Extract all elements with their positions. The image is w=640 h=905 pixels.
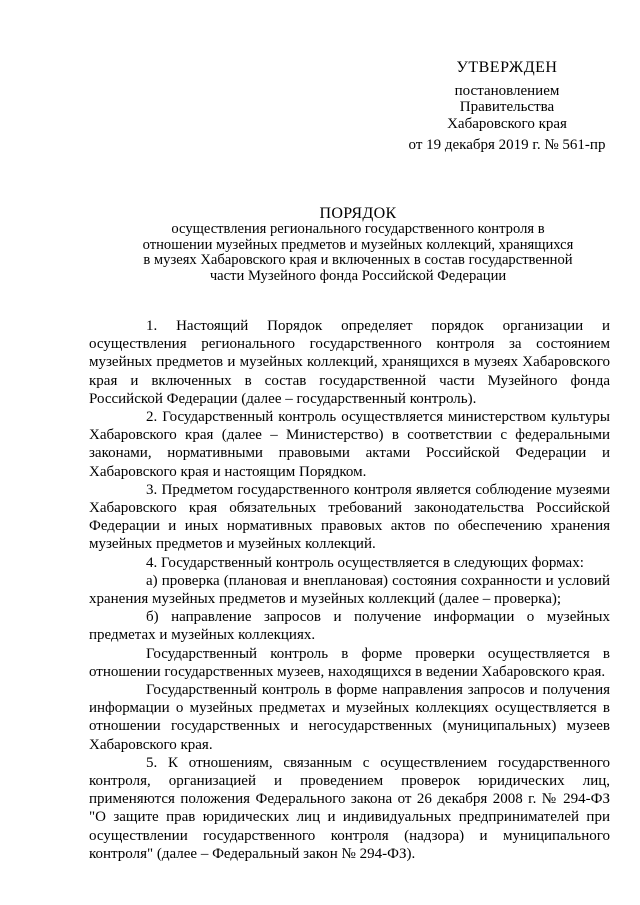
approval-line-1: постановлением xyxy=(454,82,560,99)
paragraph-4b: б) направление запросов и получение информации о музейных предметах и музейных коллекциях. xyxy=(89,609,610,644)
paragraph-4c: Государственный контроль в форме проверки осуществляется в отношении государственных музеев, находящихся в ведении Хабаровского края. xyxy=(89,645,610,680)
approval-stamp xyxy=(392,60,622,154)
paragraph-4: 4. Государственный контроль осуществляется в следующих формах: xyxy=(146,554,584,571)
approval-date: от 19 декабря 2019 г. № 561-пр xyxy=(408,137,606,153)
paragraph-2: 2. Государственный контроль осуществляется министерством культуры Хабаровского края (далее – Министерство) в соответствии с федеральными законами, нормативными правовыми актами Российской Федерации и Хабаровского края и настоящим Порядком. xyxy=(89,409,610,480)
document-title: ПОРЯДОК xyxy=(319,205,397,222)
paragraph-5: 5. К отношениям, связанным с осуществлением государственного контроля, организацией и проведением проверок юридических лиц, применяются положения Федерального закона от 26 декабря 2008 г. № 294-ФЗ "О защите прав юридических лиц и индивидуальных предпринимателей при осуществлении государственного контроля (надзора) и муниципального контроля" (далее – Федеральный закон № 294-ФЗ). xyxy=(89,754,610,862)
paragraph-4d: Государственный контроль в форме направления запросов и получения информации о музейных предметах и музейных коллекциях осуществляется в отношении государственных и негосударственных (муниципальных) музеев Хабаровского края. xyxy=(89,682,610,753)
document-subtitle: осуществления регионального государственного контроля в отношении музейных предметов и музейных коллекций, хранящихся в музеях Хабаровского края и включенных в состав государственной части Музейного фонда Российской Федерации xyxy=(142,221,574,284)
approval-line-3: Хабаровского края xyxy=(447,115,567,132)
approval-heading: УТВЕРЖДЕН xyxy=(456,59,558,76)
document-body xyxy=(89,317,610,863)
paragraph-3: 3. Предметом государственного контроля является соблюдение музеями Хабаровского края обязательных требований законодательства Российской Федерации и иных нормативных правовых актов по обеспечению хранения музейных предметов и музейных коллекций. xyxy=(89,481,610,553)
paragraph-4a: а) проверка (плановая и внеплановая) состояния сохранности и условий хранения музейных предметов и музейных коллекций (далее – проверка); xyxy=(89,572,610,608)
paragraph-1: 1. Настоящий Порядок определяет порядок организации и осуществления регионального государственного контроля за состоянием музейных предметов и музейных коллекций, хранящихся в музеях Хабаровского края и включенных в состав государственной части Музейного фонда Российской Федерации (далее – государственный контроль). xyxy=(89,318,610,407)
approval-line-2: Правительства xyxy=(459,99,555,115)
